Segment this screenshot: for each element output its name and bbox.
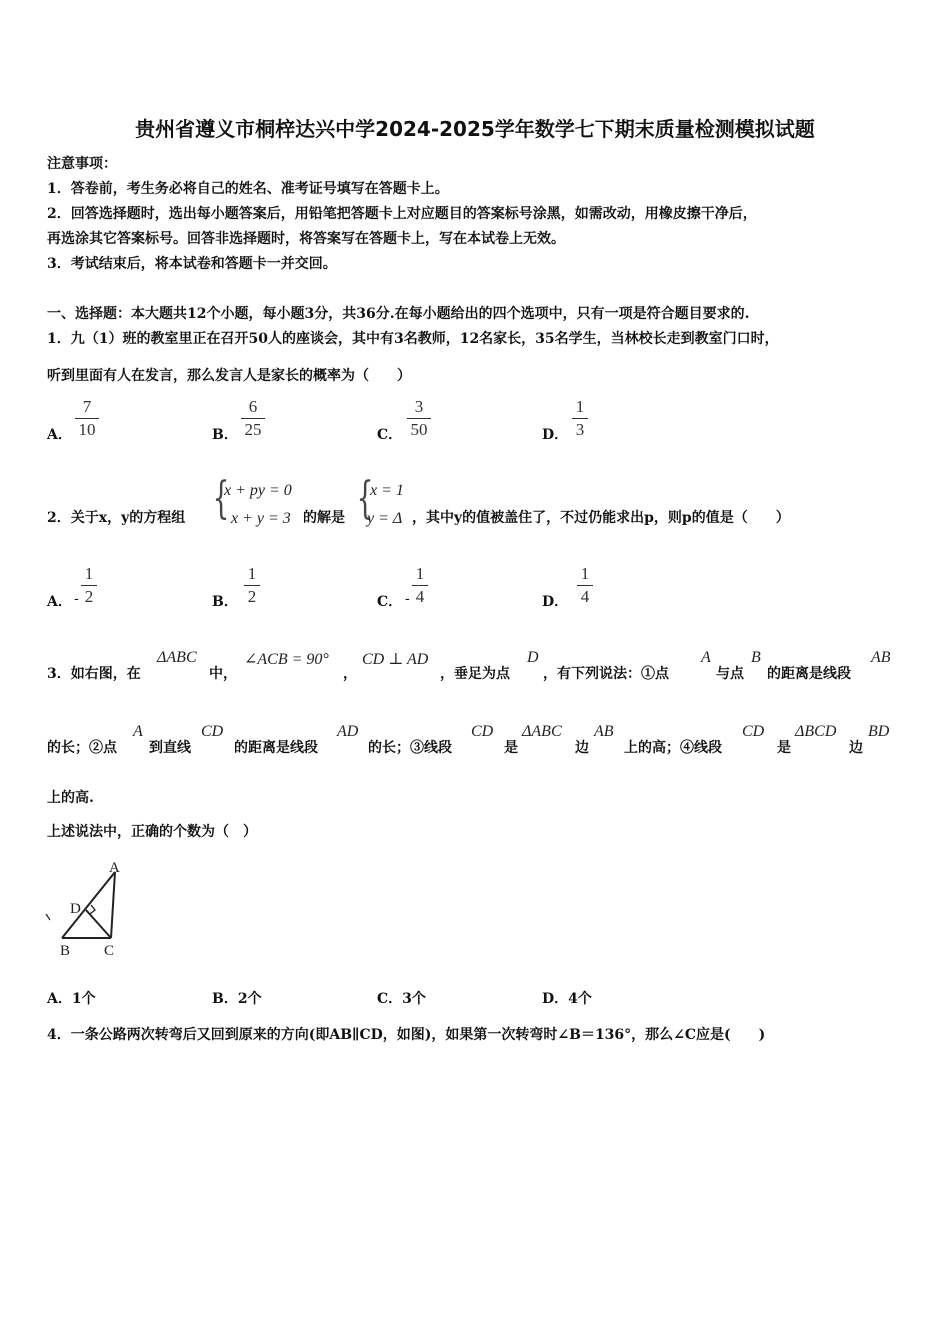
q3-option-a: A．1个 <box>47 991 96 1007</box>
q1-option-d-fraction <box>572 397 588 440</box>
q3-text: 边 <box>575 740 589 756</box>
denominator: 25 <box>244 420 262 439</box>
q2-option-b-label: B． <box>212 594 238 610</box>
q2-option-a-fraction <box>81 564 97 607</box>
q3-text: 的长；②点 <box>47 740 117 756</box>
left-brace-icon: { <box>212 473 230 524</box>
q1-option-a-fraction <box>75 397 99 440</box>
q3-math: ΔABC <box>522 723 562 740</box>
q1-option-b-label: B． <box>212 427 238 443</box>
q3-math: CD ⊥ AD <box>362 651 429 668</box>
numerator: 1 <box>84 564 94 583</box>
q3-math: BD <box>868 723 890 740</box>
q2-equation-2: x + y = 3 <box>231 510 291 527</box>
q2-equation-1: x + py = 0 <box>224 482 292 499</box>
q3-math: B <box>751 649 761 666</box>
q3-text: 的距离是线段 <box>234 740 318 756</box>
q3-text: 是 <box>504 740 518 756</box>
q1-option-c-fraction <box>407 397 431 440</box>
label-d: D <box>70 901 81 917</box>
q3-math: AD <box>337 723 359 740</box>
q3-text: 上的高；④线段 <box>624 740 722 756</box>
q3-math: ΔABC <box>157 649 197 666</box>
q3-math: A <box>701 649 711 666</box>
q2-option-a-label: A． <box>47 594 72 610</box>
q1-option-d-label: D． <box>542 427 569 443</box>
numerator: 1 <box>247 564 257 583</box>
q3-math: CD <box>201 723 224 740</box>
q3-text: ，有下列说法：①点 <box>543 666 669 682</box>
q3-math: CD <box>742 723 765 740</box>
q2-suffix: ，其中y的值被盖住了，不过仍能求出p，则p的值是（ ） <box>412 510 790 526</box>
q1-option-c-label: C． <box>377 427 403 443</box>
q3-math: D <box>527 649 539 666</box>
left-brace-icon: { <box>356 473 374 524</box>
notice-heading: 注意事项： <box>47 156 117 172</box>
numerator: 6 <box>248 397 258 416</box>
q1-option-a-label: A． <box>47 427 72 443</box>
denominator: 3 <box>575 420 585 439</box>
side-ac <box>111 872 115 938</box>
numerator: 1 <box>580 564 590 583</box>
q3-option-c: C．3个 <box>377 991 426 1007</box>
notice-item: 3．考试结束后，将本试卷和答题卡一并交回。 <box>47 256 337 272</box>
denominator: 2 <box>84 587 94 606</box>
numerator: 3 <box>414 397 424 416</box>
q3-text: ，垂足为点 <box>440 666 510 682</box>
numerator: 7 <box>82 397 92 416</box>
q2-solution-1: x = 1 <box>370 482 404 499</box>
q3-text-line3: 上的高. <box>47 790 94 806</box>
q3-text: 与点 <box>716 666 744 682</box>
q3-text: 的长；③线段 <box>368 740 452 756</box>
q2-mid: 的解是 <box>303 510 345 526</box>
section-heading: 一、选择题：本大题共12个小题，每小题3分，共36分.在每小题给出的四个选项中，只有一项是符合题目要求的. <box>47 306 750 322</box>
q3-math: CD <box>471 723 494 740</box>
tick-mark <box>46 914 50 920</box>
q2-option-a-sign: - <box>74 591 79 607</box>
page-title: 贵州省遵义市桐梓达兴中学2024-2025学年数学七下期末质量检测模拟试题 <box>135 117 815 141</box>
q3-math: A <box>133 723 143 740</box>
q3-text: 是 <box>777 740 791 756</box>
denominator: 4 <box>415 587 425 606</box>
q2-option-d-fraction <box>577 564 593 607</box>
q3-text: ， <box>343 666 357 682</box>
numerator: 1 <box>575 397 585 416</box>
q3-text-line4: 上述说法中，正确的个数为（ ） <box>47 824 257 840</box>
q2-prefix: 2．关于x，y的方程组 <box>47 510 186 526</box>
denominator: 10 <box>78 420 96 439</box>
q3-option-b: B．2个 <box>212 991 262 1007</box>
q2-option-b-fraction <box>244 564 260 607</box>
label-b: B <box>60 943 71 959</box>
q2-solution-2: y = Δ <box>367 510 403 527</box>
notice-item: 2．回答选择题时，选出每小题答案后，用铅笔把答题卡上对应题目的答案标号涂黑，如需改动，用橡皮擦干净后， <box>47 206 757 222</box>
q2-option-c-sign: - <box>405 591 410 607</box>
q3-option-d: D．4个 <box>542 991 592 1007</box>
label-a: A <box>109 860 120 876</box>
q3-text: 3．如右图，在 <box>47 666 141 682</box>
q3-text: 到直线 <box>149 740 191 756</box>
q3-math: AB <box>594 723 614 740</box>
q3-math: ΔBCD <box>795 723 837 740</box>
q3-text: 边 <box>849 740 863 756</box>
q3-math: AB <box>871 649 891 666</box>
segment-cd <box>86 910 111 938</box>
notice-item: 1．答卷前，考生务必将自己的姓名、准考证号填写在答题卡上。 <box>47 181 449 197</box>
numerator: 1 <box>415 564 425 583</box>
q4-text: 4．一条公路两次转弯后又回到原来的方向(即AB∥CD，如图)，如果第一次转弯时∠B＝136°，那么∠C应是( ) <box>47 1027 766 1043</box>
right-angle-mark <box>90 905 95 914</box>
denominator: 50 <box>410 420 428 439</box>
notice-item: 再选涂其它答案标号。回答非选择题时，将答案写在答题卡上，写在本试卷上无效。 <box>47 231 565 247</box>
denominator: 4 <box>580 587 590 606</box>
label-c: C <box>104 943 115 959</box>
q1-text-line1: 1．九（1）班的教室里正在召开50人的座谈会，其中有3名教师，12名家长，35名学生，当林校长走到教室门口时， <box>47 331 779 347</box>
denominator: 2 <box>247 587 257 606</box>
q3-text: 的距离是线段 <box>767 666 851 682</box>
q3-math: ∠ACB = 90° <box>244 651 329 668</box>
q2-option-d-label: D． <box>542 594 569 610</box>
q1-text-line2: 听到里面有人在发言，那么发言人是家长的概率为（ ） <box>47 368 411 384</box>
q2-option-c-fraction <box>412 564 428 607</box>
q1-option-b-fraction <box>241 397 265 440</box>
triangle-figure <box>40 858 130 960</box>
q3-text: 中， <box>209 666 237 682</box>
q2-option-c-label: C． <box>377 594 403 610</box>
